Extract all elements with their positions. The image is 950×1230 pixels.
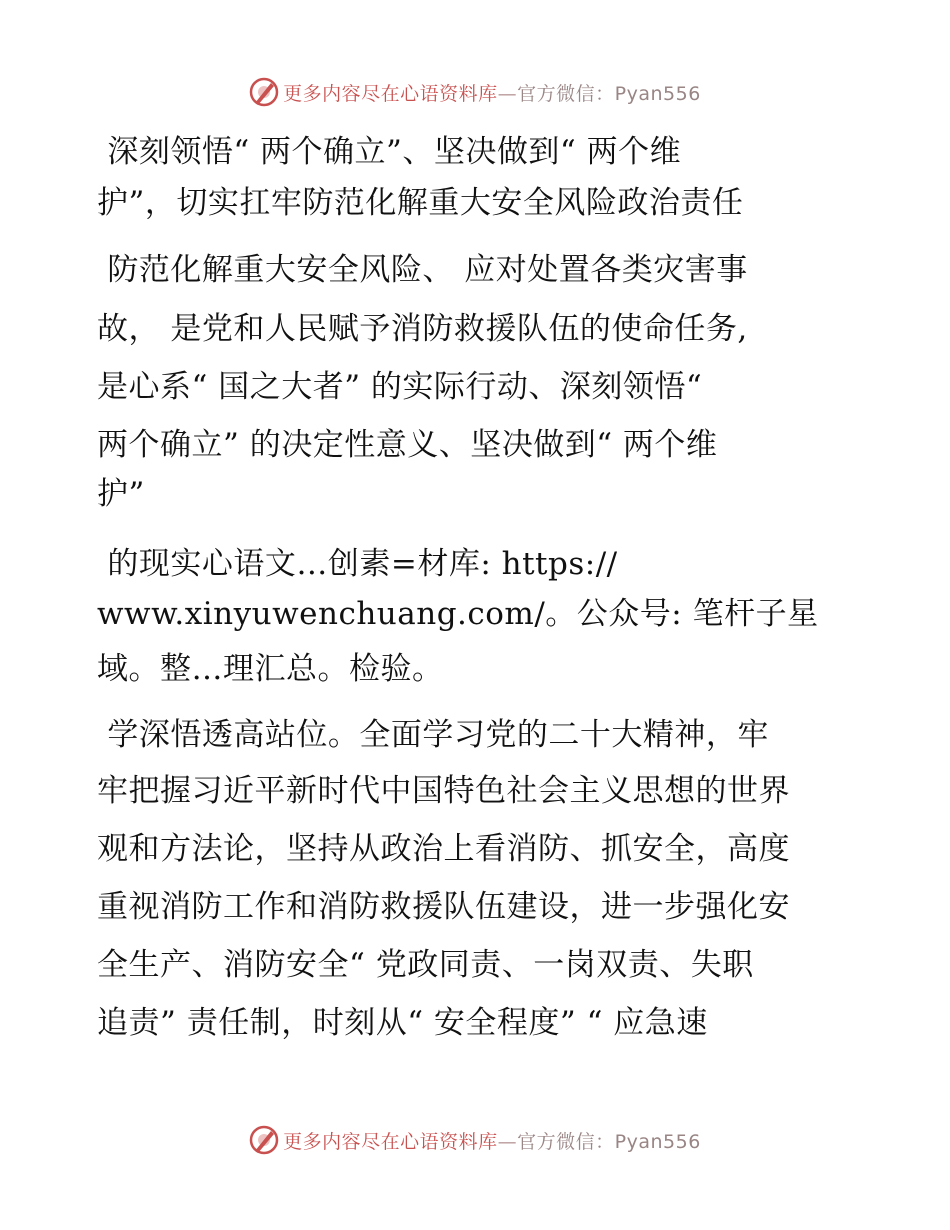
text-line: 故， 是党和人民赋予消防救援队伍的使命任务,: [97, 311, 748, 347]
text-line: 牢把握习近平新时代中国特色社会主义思想的世界: [97, 773, 790, 809]
banner-separator: —: [497, 1130, 518, 1153]
text-line: 全生产、消防安全“ 党政同责、一岗双责、失职: [97, 947, 754, 983]
text-line: 是心系“ 国之大者” 的实际行动、深刻领悟“: [97, 369, 703, 405]
text-line: 两个确立” 的决定性意义、坚决做到“ 两个维: [97, 427, 718, 463]
header-banner: [0, 72, 950, 112]
banner-separator: —: [497, 82, 518, 105]
text-line: 防范化解重大安全风险、 应对处置各类灾害事: [97, 252, 748, 288]
text-line: 域。整…理汇总。检验。: [97, 651, 444, 687]
footer-banner: [0, 1120, 950, 1160]
text-line: 观和方法论，坚持从政治上看消防、抓安全，高度: [97, 831, 790, 867]
banner-wechat-text: 官方微信：Pyan556: [517, 82, 701, 105]
text-line: 追责” 责任制，时刻从“ 安全程度” “ 应急速: [97, 1005, 708, 1041]
text-line: 的现实心语文…创素=材库: https://: [97, 546, 618, 582]
document-body: [97, 122, 857, 1052]
text-line: www.xinyuwenchuang.com/。公众号: 笔杆子星: [97, 596, 819, 632]
pen-logo-icon: [249, 1125, 279, 1155]
banner-main-text: 更多内容尽在心语资料库: [283, 82, 498, 105]
text-line: 深刻领悟“ 两个确立”、坚决做到“ 两个维: [97, 134, 682, 170]
banner-main-text: 更多内容尽在心语资料库: [283, 1130, 498, 1153]
banner-wechat-text: 官方微信：Pyan556: [517, 1130, 701, 1153]
pen-logo-icon: [249, 77, 279, 107]
text-line: 学深悟透高站位。全面学习党的二十大精神，牢: [97, 717, 769, 753]
text-line: 重视消防工作和消防救援队伍建设，进一步强化安: [97, 889, 790, 925]
text-line: 护”，切实扛牢防范化解重大安全风险政治责任: [97, 185, 744, 221]
text-line: 护”: [97, 476, 145, 512]
